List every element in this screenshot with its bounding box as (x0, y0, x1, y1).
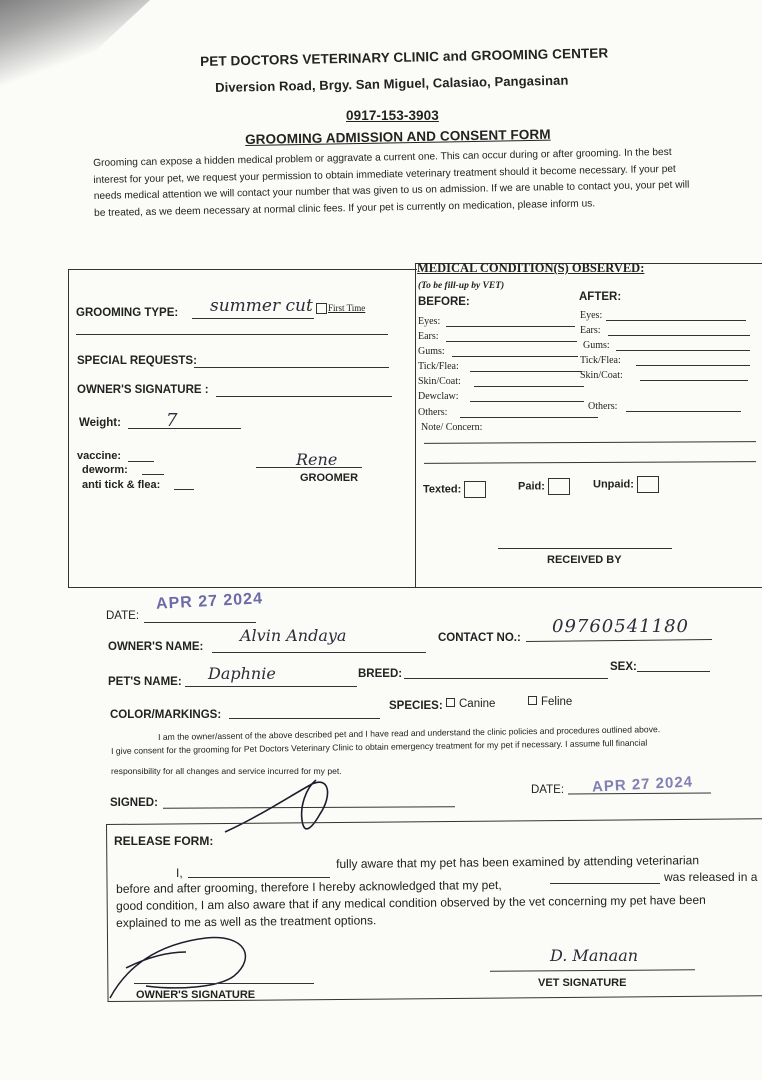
weight-value[interactable]: 7 (166, 410, 178, 431)
contact-label: CONTACT NO.: (438, 632, 521, 644)
page-fold-shadow (0, 0, 150, 140)
vaccine-line[interactable] (128, 461, 154, 462)
sex-label: SEX: (610, 661, 637, 673)
form-title: GROOMING ADMISSION AND CONSENT FORM (245, 126, 551, 147)
release-owner-signature-line[interactable] (134, 983, 314, 984)
groomer-signature: Rene (296, 450, 338, 469)
owner-signature-label: OWNER'S SIGNATURE : (77, 384, 209, 396)
release-line-2-b: was released in a (664, 870, 758, 884)
pet-name-line[interactable] (185, 686, 357, 687)
anti-tick-line[interactable] (174, 489, 194, 490)
color-label: COLOR/MARKINGS: (110, 709, 222, 721)
sex-line[interactable] (637, 671, 710, 672)
before-item-line[interactable] (474, 386, 584, 387)
before-item-line[interactable] (470, 371, 582, 372)
vet-signature-value: D. Manaan (550, 946, 639, 965)
breed-line[interactable] (404, 678, 608, 679)
unpaid-checkbox[interactable] (637, 476, 659, 493)
before-item-line[interactable] (446, 326, 575, 327)
canine-checkbox[interactable] (446, 698, 455, 707)
first-time-label: First Time (328, 303, 366, 313)
after-item-line[interactable] (616, 350, 750, 351)
unpaid-label: Unpaid: (593, 478, 634, 491)
medical-subtitle: (To be fill-up by VET) (418, 281, 505, 291)
before-item-line[interactable] (460, 417, 598, 418)
date-label: DATE: (106, 610, 140, 622)
special-requests-line[interactable] (194, 367, 389, 368)
before-item-line[interactable] (452, 356, 578, 357)
received-by-label: RECEIVED BY (547, 554, 622, 566)
contact-line[interactable] (526, 639, 712, 642)
pet-name-label: PET'S NAME: (108, 676, 182, 688)
pet-name-value[interactable]: Daphnie (208, 664, 276, 683)
contact-value[interactable]: 09760541180 (552, 616, 689, 637)
groomer-label: GROOMER (300, 472, 359, 484)
consent-text-1: I am the owner/assent of the above described pet and I have read and understand the clinic policies and procedures outlined above. (158, 724, 661, 742)
consent-text-3: responsibility for all changes and service incurred for my pet. (111, 766, 342, 776)
release-line-3: good condition, I am also aware that if any medical condition observed by the vet concerning my pet have been (116, 892, 706, 913)
signed-label: SIGNED: (110, 797, 158, 809)
clinic-address: Diversion Road, Brgy. San Miguel, Calasiao, Pangasinan (215, 72, 569, 95)
release-title: RELEASE FORM: (114, 834, 214, 848)
release-owner-signature-label: OWNER'S SIGNATURE (136, 989, 256, 1001)
deworm-label: deworm: (82, 464, 128, 476)
after-item-line[interactable] (606, 320, 746, 321)
date-stamp: APR 27 2024 (155, 590, 264, 613)
grooming-type-line (192, 318, 314, 319)
canine-option[interactable] (446, 698, 495, 710)
after-item-label: Eyes: (580, 310, 603, 321)
special-requests-label: SPECIAL REQUESTS: (77, 355, 197, 367)
after-item-label: Others: (588, 401, 618, 412)
grooming-type-line-2 (76, 334, 388, 335)
vet-signature-label: VET SIGNATURE (538, 977, 627, 989)
paid-label: Paid: (518, 480, 545, 493)
weight-label: Weight: (79, 417, 121, 429)
grooming-type-label: GROOMING TYPE: (76, 307, 179, 319)
before-item-label: Gums: (418, 346, 445, 357)
first-time-option[interactable] (316, 303, 365, 314)
release-line-4: explained to me as well as the treatment options. (116, 913, 377, 930)
release-line-1-b: fully aware that my pet has been examined by attending veterinarian (336, 853, 700, 871)
release-line-1-a: I, (176, 866, 183, 880)
vaccine-label: vaccine: (77, 450, 122, 462)
owner-name-line[interactable] (212, 652, 426, 653)
consent-text-2: I give consent for the grooming for Pet Doctors Veterinary Clinic to obtain emergency treatment for my pet if necessary. I assume full financial (111, 737, 648, 756)
after-item-label: Gums: (583, 340, 610, 351)
after-item-label: Skin/Coat: (580, 370, 623, 381)
received-by-line[interactable] (498, 548, 672, 549)
feline-checkbox[interactable] (528, 696, 537, 705)
breed-label: BREED: (358, 668, 403, 680)
unpaid-option[interactable] (593, 476, 659, 493)
before-label: BEFORE: (418, 296, 470, 308)
before-item-label: Others: (418, 407, 448, 418)
feline-option[interactable] (528, 696, 572, 708)
before-item-label: Ears: (418, 331, 439, 342)
paid-checkbox[interactable] (548, 478, 570, 495)
before-item-line[interactable] (470, 401, 584, 402)
weight-line (128, 428, 241, 429)
owner-name-value[interactable]: Alvin Andaya (240, 626, 347, 645)
groomer-line[interactable] (256, 467, 362, 468)
after-item-label: Ears: (580, 325, 601, 336)
release-pet-line[interactable] (550, 883, 660, 884)
texted-label: Texted: (423, 483, 462, 496)
first-time-checkbox[interactable] (316, 303, 327, 314)
grooming-type-value[interactable]: summer cut (210, 296, 313, 316)
after-item-line[interactable] (608, 335, 750, 336)
owner-signature-line[interactable] (216, 396, 392, 397)
texted-checkbox[interactable] (464, 481, 486, 498)
feline-label: Feline (541, 696, 573, 708)
color-line[interactable] (229, 718, 380, 719)
date-line[interactable] (144, 622, 256, 623)
before-item-line[interactable] (446, 341, 577, 342)
intro-paragraph: Grooming can expose a hidden medical problem or aggravate a current one. This can occur during or after grooming. In the best interest for your pet, we request your permission to obtain immediate veterinary treatment should it become necessary. If your pet needs medical attention we will contact your number that was given to us on admission. If we are unable to contact you, your pet will be treated, as we deem necessary at normal clinic fees. If your pet is currently on medication, please inform us. (93, 146, 690, 219)
before-item-label: Eyes: (418, 316, 441, 327)
canine-label: Canine (459, 698, 496, 710)
clinic-phone: 0917-153-3903 (346, 108, 439, 123)
note-label: Note/ Concern: (421, 422, 483, 433)
after-item-line[interactable] (626, 411, 741, 412)
after-item-line[interactable] (636, 365, 750, 366)
paid-option[interactable] (518, 478, 570, 495)
clinic-name: PET DOCTORS VETERINARY CLINIC and GROOMING CENTER (200, 45, 609, 69)
date2-label: DATE: (531, 784, 565, 796)
before-item-label: Dewclaw: (418, 391, 459, 402)
before-item-label: Skin/Coat: (418, 376, 461, 387)
before-item-label: Tick/Flea: (418, 361, 459, 372)
after-label: AFTER: (579, 291, 622, 303)
texted-option[interactable] (423, 481, 486, 498)
owner-name-label: OWNER'S NAME: (108, 641, 204, 653)
date2-stamp: APR 27 2024 (591, 773, 694, 796)
deworm-line[interactable] (142, 474, 164, 475)
medical-title: MEDICAL CONDITION(S) OBSERVED: (417, 261, 645, 275)
release-line-2-a: before and after grooming, therefore I hereby acknowledged that my pet, (116, 877, 502, 896)
species-label: SPECIES: (389, 700, 443, 712)
after-item-label: Tick/Flea: (580, 355, 621, 366)
anti-tick-label: anti tick & flea: (82, 479, 161, 491)
after-item-line[interactable] (640, 380, 748, 381)
